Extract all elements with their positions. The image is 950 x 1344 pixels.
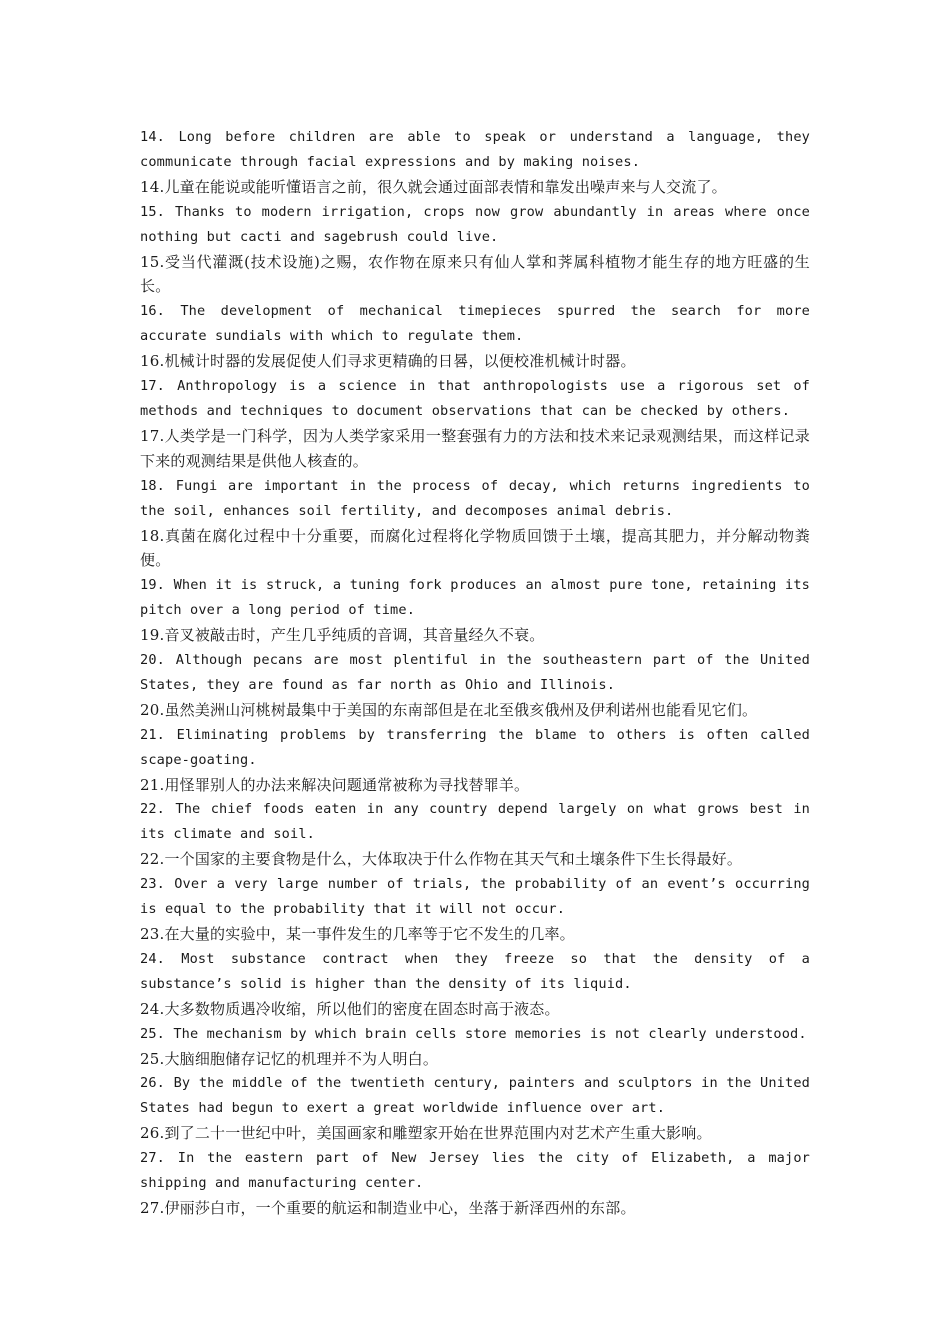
sentence-15-english: 15. Thanks to modern irrigation, crops now grow abundantly in areas where once nothing but cacti and sagebrush could live. <box>140 203 810 245</box>
sentence-18-chinese: 18.真菌在腐化过程中十分重要，而腐化过程将化学物质回馈于土壤，提高其肥力，并分解动物粪便。 <box>140 526 810 570</box>
sentence-18-english: 18. Fungi are important in the process of decay, which returns ingredients to the soil, enhances soil fertility, and decomposes animal debris. <box>140 477 810 519</box>
document-page <box>140 125 810 1221</box>
sentence-20-chinese: 20.虽然美洲山河桃树最集中于美国的东南部但是在北至俄亥俄州及伊利诺州也能看见它们。 <box>140 700 758 719</box>
sentence-19-chinese: 19.音叉被敲击时，产生几乎纯质的音调，其音量经久不衰。 <box>140 626 545 645</box>
sentence-21-english: 21. Eliminating problems by transferring the blame to others is often called scape-goating. <box>140 726 810 768</box>
sentence-16-chinese: 16.机械计时器的发展促使人们寻求更精确的日晷，以便校准机械计时器。 <box>140 352 636 371</box>
sentence-17-english: 17. Anthropology is a science in that anthropologists use a rigorous set of methods and techniques to document observations that can be checked by others. <box>140 378 810 419</box>
sentence-17-chinese: 17.人类学是一门科学，因为人类学家采用一整套强有力的方法和技术来记录观测结果，而这样记录下来的观测结果是供他人核查的。 <box>140 426 810 470</box>
sentence-27-chinese: 27.伊丽莎白市，一个重要的航运和制造业中心，坐落于新泽西州的东部。 <box>140 1198 636 1217</box>
sentence-22-english: 22. The chief foods eaten in any country depend largely on what grows best in its climate and soil. <box>140 801 810 843</box>
sentence-26-chinese: 26.到了二十一世纪中叶，美国画家和雕塑家开始在世界范围内对艺术产生重大影响。 <box>140 1124 712 1143</box>
sentence-21-chinese: 21.用怪罪别人的办法来解决问题通常被称为寻找替罪羊。 <box>140 775 530 794</box>
sentence-14-english: 14. Long before children are able to speak or understand a language, they communicate through facial expressions and by making noises. <box>140 129 810 170</box>
sentence-22-chinese: 22.一个国家的主要食物是什么，大体取决于什么作物在其天气和土壤条件下生长得最好。 <box>140 850 743 869</box>
sentence-14-chinese: 14.儿童在能说或能听懂语言之前，很久就会通过面部表情和靠发出噪声来与人交流了。 <box>140 177 727 196</box>
sentence-15-chinese: 15.受当代灌溉(技术设施)之赐，农作物在原来只有仙人掌和荠属科植物才能生存的地方旺盛的生长。 <box>140 252 810 296</box>
sentence-20-english: 20. Although pecans are most plentiful in the southeastern part of the United States, they are found as far north as Ohio and Illinois. <box>140 652 810 693</box>
sentence-24-chinese: 24.大多数物质遇冷收缩，所以他们的密度在固态时高于液态。 <box>140 999 560 1018</box>
sentence-26-english: 26. By the middle of the twentieth century, painters and sculptors in the United States had begun to exert a great worldwide influence over art. <box>140 1075 810 1117</box>
sentence-25-chinese: 25.大脑细胞储存记忆的机理并不为人明白。 <box>140 1049 439 1068</box>
sentence-25-english: 25. The mechanism by which brain cells store memories is not clearly understood. <box>140 1025 807 1042</box>
sentence-19-english: 19. When it is struck, a tuning fork produces an almost pure tone, retaining its pitch over a long period of time. <box>140 577 810 619</box>
sentence-23-chinese: 23.在大量的实验中，某一事件发生的几率等于它不发生的几率。 <box>140 925 575 943</box>
sentence-16-english: 16. The development of mechanical timepieces spurred the search for more accurate sundials with which to regulate them. <box>140 303 810 345</box>
sentence-27-english: 27. In the eastern part of New Jersey lies the city of Elizabeth, a major shipping and manufacturing center. <box>140 1150 810 1192</box>
sentence-23-english: 23. Over a very large number of trials, the probability of an event’s occurring is equal to the probability that it will not occur. <box>140 876 810 918</box>
sentence-24-english: 24. Most substance contract when they freeze so that the density of a substance’s solid is higher than the density of its liquid. <box>140 950 810 992</box>
